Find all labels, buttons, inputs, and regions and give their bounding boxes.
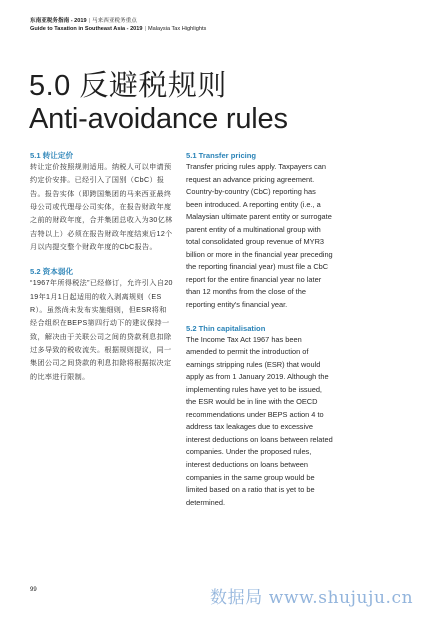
header-line-english: Guide to Taxation in Southeast Asia - 2019 | Malaysia Tax Highlights [30,26,207,32]
page-number: 99 [30,587,37,593]
running-header [30,17,410,33]
paragraph-transfer-pricing-zh: 转让定价按照规则适用。纳税人可以申请预约定价安排。已经引入了国别（CbC）报告。报告实体（即跨国集团的马来西亚最终母公司或代理母公司实体，在报告财政年度之前的财政年度，合并集团总收入为30亿林吉特以上）必须在报告财政年度结束后12个月以内提交整个财政年度的CbC报告。 [30,163,173,252]
header-guide-title-zh: 东南亚税务指南 - 2019 [30,18,87,24]
page-title-english: Anti-avoidance rules [29,103,288,135]
header-section-en: Malaysia Tax Highlights [147,26,207,32]
header-guide-title-en: Guide to Taxation in Southeast Asia - 2019 [30,26,143,32]
section-heading-transfer-pricing-en: 5.1 Transfer pricing [186,151,257,160]
paragraph-thin-cap-en: The Income Tax Act 1967 has been amended to permit the introduction of earnings stripping rules (ESR) that would apply as from 1 January 2019. Although the implementing rules have yet to be issued, the ESR would be in line with the OECD recommendations under BEPS action 4 to address tax leakages due to excessive interest deductions on loans between related companies. Under the proposed rules, interest deductions on loans between companies in the same group would be limited based on a ratio that is yet to be determined. [186,334,333,507]
section-heading-transfer-pricing-zh: 5.1 转让定价 [30,151,74,160]
header-line-chinese: 东南亚税务指南 - 2019 | 马来西亚税务重点 [30,18,137,24]
chinese-column [30,150,173,384]
watermark: 数据局 www.shujuju.cn [210,588,414,608]
english-column [186,150,333,509]
header-section-zh: 马来西亚税务重点 [92,18,137,24]
paragraph-thin-cap-zh: “1967年所得税法”已经修订，允许引入自2019年1月1日起适用的收入剥离规则（ESR）。虽然尚未发布实施细则，但ESR将和经合组织在BEPS第四行动下的建议保持一致，解决由于关联公司之间的贷款利息扣除过多导致的税收流失。根据规则提议，同一集团公司之间贷款的利息扣除将根据拟决定的比率进行限制。 [30,279,173,381]
section-heading-thin-cap-zh: 5.2 资本弱化 [30,267,74,277]
section-heading-thin-cap-en: 5.2 Thin capitalisation [186,323,266,333]
page-title-chinese: 5.0 反避税规则 [29,70,227,102]
paragraph-transfer-pricing-en: Transfer pricing rules apply. Taxpayers can request an advance pricing agreement. Country-by-country (CbC) reporting has been introduced. A reporting entity (i.e., a Malaysian ultimate parent entity or surrogate parent entity of a multinational group with total consolidated group revenue of MYR3 billion or more in the financial year preceding the reporting financial year) must file a CbC report for the entire financial year no later than 12 months from the close of the reporting entity's financial year. [186,162,333,310]
